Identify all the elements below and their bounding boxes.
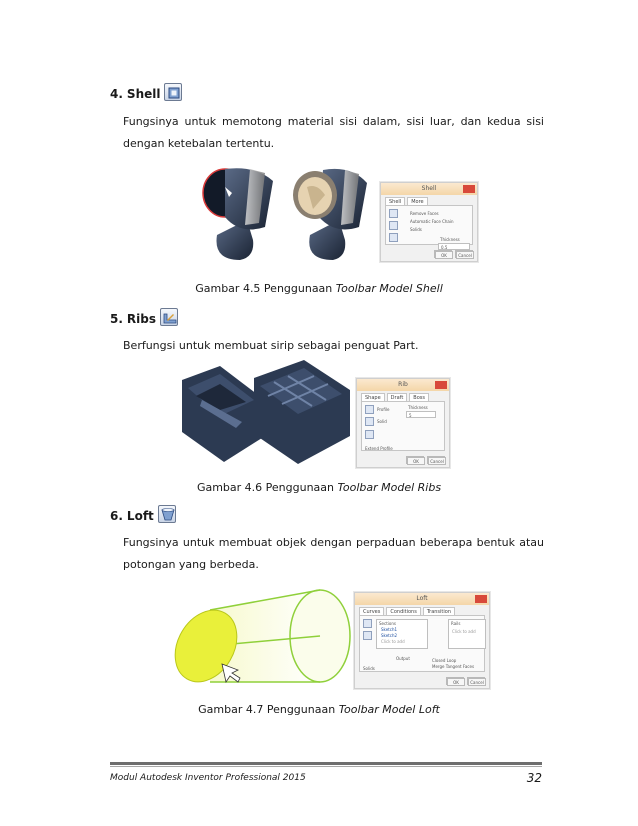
ribs-dialog xyxy=(356,378,450,468)
close-icon[interactable] xyxy=(463,185,475,193)
figure-caption xyxy=(0,282,638,295)
thickness-value: 5 xyxy=(409,413,412,418)
inside-button[interactable] xyxy=(389,221,398,230)
close-icon[interactable] xyxy=(475,595,487,603)
footer-divider xyxy=(110,762,542,765)
ok-button[interactable] xyxy=(446,677,464,685)
cancel-button[interactable] xyxy=(455,250,473,258)
option-label: Profile xyxy=(377,407,390,412)
caption-prefix: Gambar 4.7 Penggunaan xyxy=(198,703,339,716)
caption-italic: Toolbar Model Loft xyxy=(338,703,440,716)
option-label: Solids xyxy=(410,227,422,232)
thickness-value: 0.5 xyxy=(441,245,448,250)
solid-button[interactable] xyxy=(363,631,372,640)
section-title: Ribs xyxy=(126,312,157,326)
output-label: Output xyxy=(396,656,410,661)
ok-label: OK xyxy=(435,251,453,259)
dialog-title: Shell xyxy=(421,185,437,192)
ok-button[interactable] xyxy=(434,250,452,258)
sections-list[interactable] xyxy=(376,619,428,649)
loft-icon xyxy=(158,505,176,523)
paragraph-line: Fungsinya untuk membuat objek dengan perpaduan beberapa bentuk atau xyxy=(123,536,544,549)
shell-icon xyxy=(164,83,182,101)
paragraph-line: dengan ketebalan tertentu. xyxy=(123,137,275,150)
profile-button[interactable] xyxy=(365,405,374,414)
solids-label: Solids xyxy=(363,666,375,671)
dialog-title: Loft xyxy=(416,595,428,602)
section-number: 4. xyxy=(110,87,123,101)
rails-hint: Click to add xyxy=(452,629,476,634)
thickness-label: Thickness xyxy=(408,405,428,410)
tab-more[interactable]: More xyxy=(407,197,427,206)
remove-faces-button[interactable] xyxy=(389,209,398,218)
thickness-input[interactable] xyxy=(406,411,436,418)
loft-dialog xyxy=(354,592,490,689)
sections-label: Sections xyxy=(379,621,396,626)
ribs-icon xyxy=(160,308,178,326)
merge-faces-option[interactable]: Merge Tangent Faces xyxy=(432,664,475,669)
rails-list[interactable] xyxy=(448,619,486,649)
solid-button[interactable] xyxy=(365,417,374,426)
footer-divider-thin xyxy=(110,766,542,767)
option-label: Remove Faces xyxy=(410,211,439,216)
tab-shape[interactable]: Shape xyxy=(361,393,385,402)
thickness-label: Thickness xyxy=(440,237,460,242)
cancel-button[interactable] xyxy=(427,456,445,464)
ok-button[interactable] xyxy=(406,456,424,464)
section-number: 5. xyxy=(110,312,123,326)
outside-button[interactable] xyxy=(389,233,398,242)
paragraph-line: Berfungsi untuk membuat sirip sebagai penguat Part. xyxy=(123,339,419,352)
direction-button[interactable] xyxy=(365,430,374,439)
section-title: Loft xyxy=(126,509,154,523)
caption-prefix: Gambar 4.6 Penggunaan xyxy=(196,481,338,494)
shell-dialog xyxy=(380,182,478,262)
tab-draft[interactable]: Draft xyxy=(387,393,408,402)
option-label: Solid xyxy=(377,419,387,424)
sections-button[interactable] xyxy=(363,619,372,628)
tab-conditions[interactable]: Conditions xyxy=(386,607,420,616)
rails-label: Rails xyxy=(451,621,461,626)
tab-transition[interactable]: Transition xyxy=(423,607,455,616)
ok-label: OK xyxy=(447,678,465,686)
caption-italic: Toolbar Model Shell xyxy=(335,282,443,295)
list-item[interactable]: Sketch1 xyxy=(381,627,398,632)
caption-prefix: Gambar 4.5 Penggunaan xyxy=(195,282,336,295)
tab-boss[interactable]: Boss xyxy=(409,393,429,402)
section-title: Shell xyxy=(126,87,161,101)
cancel-button[interactable] xyxy=(467,677,485,685)
footer-title: Modul Autodesk Inventor Professional 2015 xyxy=(110,773,306,783)
thickness-input[interactable] xyxy=(438,243,470,250)
list-item[interactable]: Click to add xyxy=(381,639,405,644)
caption-italic: Toolbar Model Ribs xyxy=(337,481,442,494)
figure-caption xyxy=(0,703,638,716)
option-label: Automatic Face Chain xyxy=(410,219,454,224)
loft-part-image xyxy=(170,586,356,690)
cancel-label: Cancel xyxy=(428,457,446,465)
paragraph-line: Fungsinya untuk memotong material sisi dalam, sisi luar, dan kedua sisi xyxy=(123,115,544,128)
extend-profile-label: Extend Profile xyxy=(365,446,393,451)
tab-curves[interactable]: Curves xyxy=(359,607,384,616)
shell-part-image xyxy=(195,165,375,265)
section-heading-ribs xyxy=(110,308,178,326)
closed-loop-option[interactable]: Closed Loop xyxy=(432,658,457,663)
cancel-label: Cancel xyxy=(456,251,474,259)
ok-label: OK xyxy=(407,457,425,465)
dialog-title: Rib xyxy=(398,381,408,388)
list-item[interactable]: Sketch2 xyxy=(381,633,398,638)
tab-shell[interactable]: Shell xyxy=(385,197,405,206)
page-number: 32 xyxy=(526,771,542,785)
cancel-label: Cancel xyxy=(468,678,486,686)
section-heading-loft xyxy=(110,505,176,523)
ribs-part-image xyxy=(180,360,352,466)
paragraph-line: potongan yang berbeda. xyxy=(123,558,259,571)
section-heading-shell xyxy=(110,83,182,101)
close-icon[interactable] xyxy=(435,381,447,389)
figure-caption xyxy=(0,481,638,494)
section-number: 6. xyxy=(110,509,123,523)
